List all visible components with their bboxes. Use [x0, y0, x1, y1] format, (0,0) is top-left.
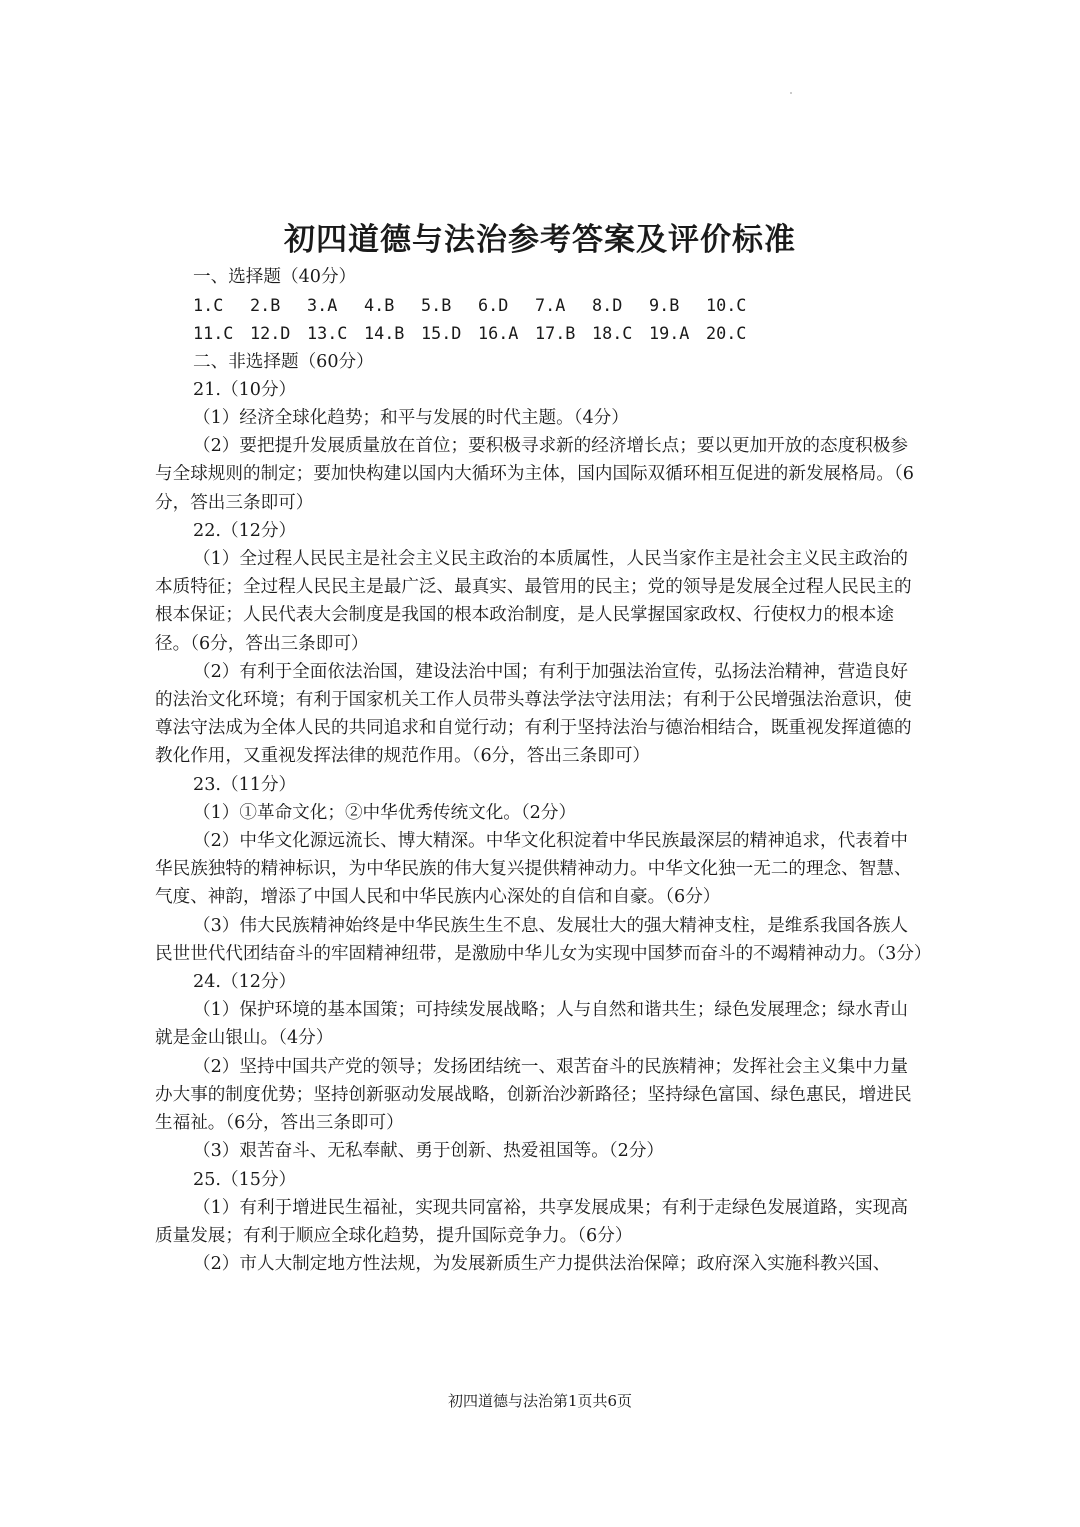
- q23-answer-1: （1）①革命文化；②中华优秀传统文化。（2分）: [193, 802, 577, 823]
- answer-item: 9.B: [649, 295, 680, 316]
- answer-item: 1.C: [193, 295, 224, 316]
- q25-answer-2: （2）市人大制定地方性法规，为发展新质生产力提供法治保障；政府深入实施科教兴国、: [193, 1254, 891, 1275]
- answer-item: 5.B: [421, 295, 452, 316]
- q24-answer-3: （3）艰苦奋斗、无私奉献、勇于创新、热爱祖国等。（2分）: [193, 1141, 665, 1162]
- q21-heading: 21.（10分）: [193, 379, 297, 400]
- answer-item: 14.B: [364, 323, 405, 344]
- answer-item: 15.D: [421, 323, 462, 344]
- answer-item: 13.C: [307, 323, 348, 344]
- section2-heading: 二、非选择题（60分）: [193, 351, 374, 372]
- q25-heading: 25.（15分）: [193, 1169, 297, 1190]
- q23-answer-3: （3）伟大民族精神始终是中华民族生生不息、发展壮大的强大精神支柱，是维系我国各族人民世世代代团结奋斗的牢固精神纽带，是激励中华儿女为实现中国梦而奋斗的不竭精神动力。（3分）: [155, 915, 932, 964]
- section1-heading: 一、选择题（40分）: [193, 267, 357, 287]
- q22-heading: 22.（12分）: [193, 520, 297, 541]
- q25-answer-1: （1）有利于增进民生福祉，实现共同富裕，共享发展成果；有利于走绿色发展道路，实现高质量发展；有利于顺应全球化趋势，提升国际竞争力。（6分）: [155, 1197, 908, 1246]
- answers-row-1: [155, 291, 925, 319]
- answer-item: 19.A: [649, 323, 690, 344]
- q24-heading: 24.（12分）: [193, 972, 297, 993]
- answer-body: [155, 263, 932, 1278]
- q24-answer-2: （2）坚持中国共产党的领导；发扬团结统一、艰苦奋斗的民族精神；发挥社会主义集中力量办大事的制度优势；坚持创新驱动发展战略，创新治沙新路径；坚持绿色富国、绿色惠民，增进民生福祉。（6分，答出三条即可）: [155, 1056, 912, 1134]
- scan-speck: [790, 92, 792, 94]
- answer-item: 11.C: [193, 323, 234, 344]
- answer-item: 6.D: [478, 295, 509, 316]
- answer-item: 17.B: [535, 323, 576, 344]
- q22-answer-2: （2）有利于全面依法治国，建设法治中国；有利于加强法治宣传，弘扬法治精神，营造良好的法治文化环境；有利于国家机关工作人员带头尊法学法守法用法；有利于公民增强法治意识，使尊法守法成为全体人民的共同追求和自觉行动；有利于坚持法治与德治相结合，既重视发挥道德的教化作用，又重视发挥法律的规范作用。（6分，答出三条即可）: [155, 661, 912, 767]
- q24-answer-1: （1）保护环境的基本国策；可持续发展战略；人与自然和谐共生；绿色发展理念；绿水青山就是金山银山。（4分）: [155, 1000, 908, 1049]
- answer-item: 4.B: [364, 295, 395, 316]
- q22-answer-1: （1）全过程人民民主是社会主义民主政治的本质属性，人民当家作主是社会主义民主政治的本质特征；全过程人民民主是最广泛、最真实、最管用的民主；党的领导是发展全过程人民民主的根本保证；人民代表大会制度是我国的根本政治制度，是人民掌握国家政权、行使权力的根本途径。（6分，答出三条即可）: [155, 549, 912, 654]
- answer-item: 10.C: [706, 295, 747, 316]
- q23-heading: 23.（11分）: [193, 774, 297, 795]
- q21-answer-1: （1）经济全球化趋势；和平与发展的时代主题。（4分）: [193, 408, 629, 429]
- q21-answer-2: （2）要把提升发展质量放在首位；要积极寻求新的经济增长点；要以更加开放的态度积极参与全球规则的制定；要加快构建以国内大循环为主体，国内国际双循环相互促进的新发展格局。（6分，答出三条即可）: [155, 436, 914, 513]
- answer-item: 12.D: [250, 323, 291, 344]
- answer-item: 8.D: [592, 295, 623, 316]
- q23-answer-2: （2）中华文化源远流长、博大精深。中华文化积淀着中华民族最深层的精神追求，代表着中华民族独特的精神标识，为中华民族的伟大复兴提供精神动力。中华文化独一无二的理念、智慧、气度、神韵，增添了中国人民和中华民族内心深处的自信和自豪。（6分）: [155, 831, 912, 908]
- answers-row-2: [155, 319, 925, 347]
- page-title: 初四道德与法治参考答案及评价标准: [284, 222, 796, 258]
- answer-item: 3.A: [307, 295, 338, 316]
- answer-item: 18.C: [592, 323, 633, 344]
- answer-item: 16.A: [478, 323, 519, 344]
- answer-item: 7.A: [535, 295, 566, 316]
- page-footer: 初四道德与法治第1页共6页: [447, 1392, 633, 1410]
- answer-item: 20.C: [706, 323, 747, 344]
- answer-item: 2.B: [250, 295, 281, 316]
